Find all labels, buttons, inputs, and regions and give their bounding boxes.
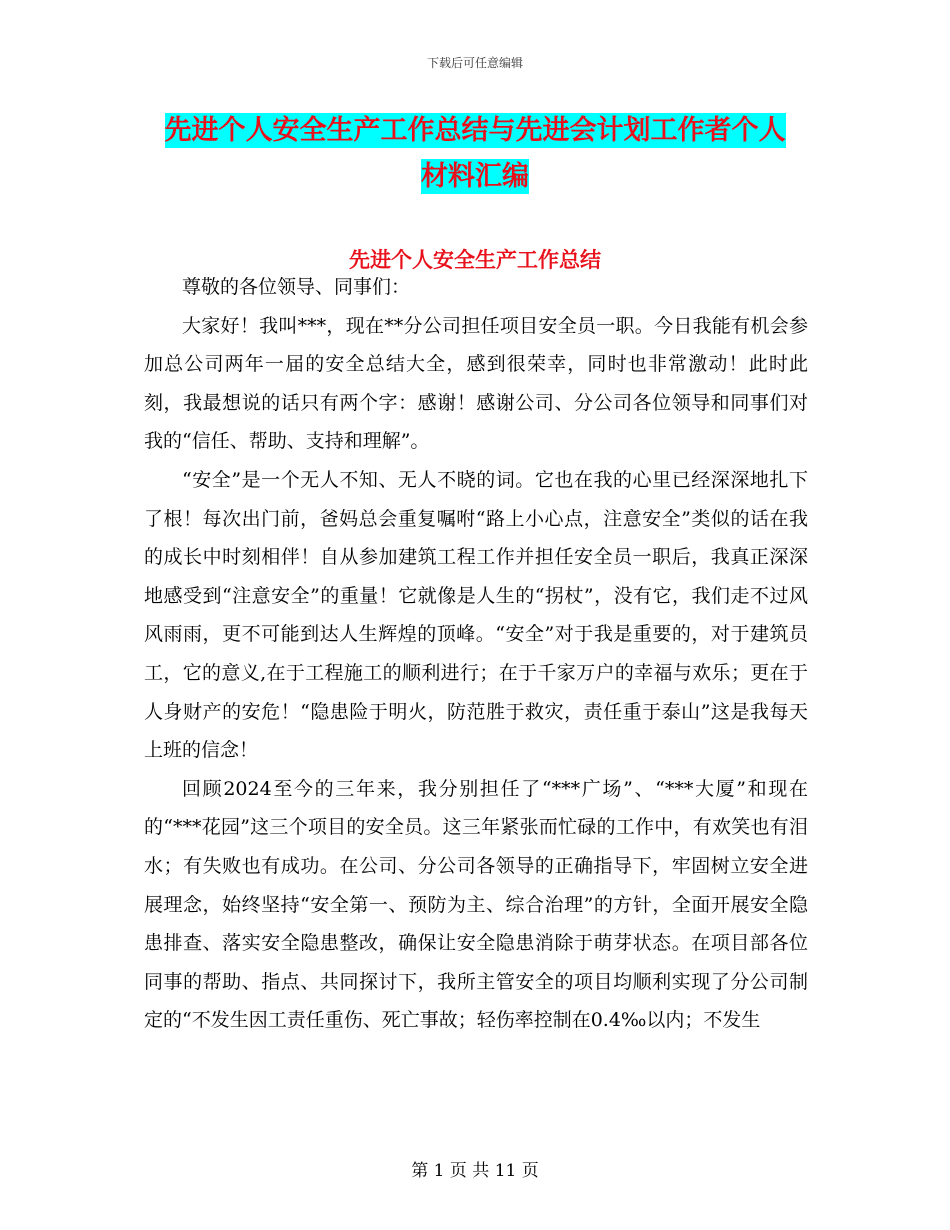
section-title: 先进个人安全生产工作总结: [349, 248, 601, 272]
document-title-line-2: 材料汇编: [421, 161, 529, 192]
page-footer: 第 1 页 共 11 页: [411, 1161, 539, 1181]
document-title-line-1: 先进个人安全生产工作总结与先进会计划工作者个人: [164, 115, 786, 146]
body-paragraph: 大家好！我叫***，现在**分公司担任项目安全员一职。今日我能有机会参加总公司两年一届的安全总结大全，感到很荣幸，同时也非常激动！此时此刻，我最想说的话只有两个字：感谢！感谢公司、分公司各位领导和同事们对我的“信任、帮助、支持和理解”。: [144, 314, 808, 453]
document-title: [145, 108, 805, 200]
document-body: [144, 268, 808, 1040]
body-paragraph: “安全”是一个无人不知、无人不晓的词。它也在我的心里已经深深地扎下了根！每次出门前，爸妈总会重复嘱咐“路上小心点，注意安全”类似的话在我的成长中时刻相伴！自从参加建筑工程工作并担任安全员一职后，我真正深深地感受到“注意安全”的重量！它就像是人生的“拐杖”，没有它，我们走不过风风雨雨，更不可能到达人生辉煌的顶峰。“安全”对于我是重要的，对于建筑员工，它的意义,在于工程施工的顺利进行；在于千家万户的幸福与欢乐；更在于人身财产的安危！“隐患险于明火，防范胜于救灾，责任重于泰山”这是我每天上班的信念！: [144, 468, 808, 762]
body-paragraph: 回顾2024至今的三年来，我分别担任了“***广场”、“***大厦”和现在的“***花园”这三个项目的安全员。这三年紧张而忙碌的工作中，有欢笑也有泪水；有失败也有成功。在公司、分公司各领导的正确指导下，牢固树立安全进展理念，始终坚持“安全第一、预防为主、综合治理”的方针，全面开展安全隐患排查、落实安全隐患整改，确保让安全隐患消除于萌芽状态。在项目部各位同事的帮助、指点、共同探讨下，我所主管安全的项目均顺利实现了分公司制定的“不发生因工责任重伤、死亡事故；轻伤率控制在0.4‰以内；不发生: [144, 777, 808, 1032]
page-header-note: 下载后可任意编辑: [426, 56, 523, 70]
body-paragraph: 尊敬的各位领导、同事们：: [182, 276, 411, 298]
